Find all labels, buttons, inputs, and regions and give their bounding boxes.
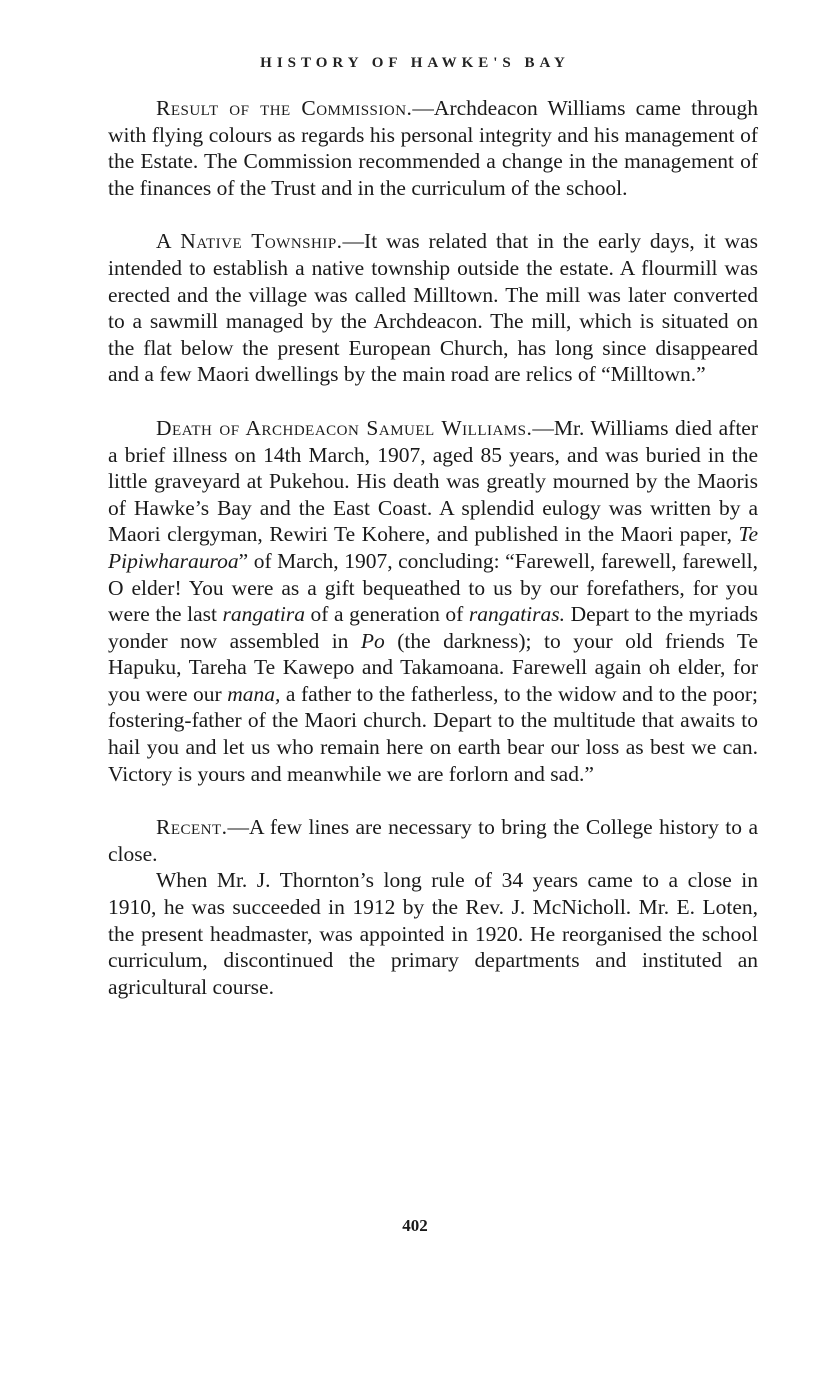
paragraph-text: —A few lines are necessary to bring the College history to a close. [108,815,758,866]
section-heading-death: Death of Archdeacon Samuel Williams. [156,415,533,440]
paragraph-text: —Archdeacon Williams came through with flying colours as regards his personal integrity and his management of the Estate. The Commission recommended a change in the management of the finances of the Trust and in the curriculum of the school. [108,96,758,200]
maori-word: rangatiras. [468,602,566,627]
paragraph-text: Depart to the myriads yonder now assembled in [108,602,758,653]
section-heading-recent: Recent. [156,815,228,840]
paragraph-text: of a generation of [304,602,469,627]
paragraph-text: —Mr. Williams died after a brief illness on 14th March, 1907, aged 85 years, and was buried in the little graveyard at Pukehou. His death was greatly mourned by the Maoris of Hawke’s Bay and the East Coast. A splendid eulogy was written by a Maori clergyman, Rewiri Te Kohere, and published in the Maori paper, [108,415,758,547]
paragraph-text: —It was related that in the early days, it was intended to establish a native township outside the estate. A flourmill was erected and the village was called Milltown. The mill was later converted to a sawmill managed by the Archdeacon. The mill, which is situated on the flat below the present European Church, has long since disappeared and a few Maori dwellings by the main road are relics of “Milltown.” [108,229,758,387]
paragraph-native-township [108,228,758,388]
newspaper-title: Te Pipiwharauroa [108,522,758,573]
paragraph-recent-continued: When Mr. J. Thornton’s long rule of 34 years came to a close in 1910, he was succeeded in 1912 by the Rev. J. McNicholl. Mr. E. Loten, the present headmaster, was appointed in 1920. He reorganised the school curriculum, discontinued the primary departments and instituted an agricultural course. [108,868,758,999]
paragraph-death-of-archdeacon [108,415,758,787]
body-text [108,95,758,1000]
maori-word: mana, [227,681,281,706]
maori-word: rangatira [222,602,305,627]
running-head: HISTORY OF HAWKE'S BAY [260,55,570,71]
paragraph-result-of-commission [108,95,758,201]
paragraph-recent [108,814,758,867]
maori-word: Po [360,628,385,653]
paragraph-text: a father to the fatherless, to the widow and to the poor; fostering-father of the Maori church. Depart to the multitude that awaits to hail you and let us who remain here on earth bear our loss as best we can. Victory is yours and meanwhile we are forlorn and sad.” [108,681,758,786]
section-heading-township: A Native Township. [156,229,343,254]
paragraph-text: (the darkness); to your old friends Te Hapuku, Tareha Te Kawepo and Takamoana. Farewell again oh elder, for you were our [108,628,758,706]
paragraph-text: ” of March, 1907, concluding: “Farewell, farewell, farewell, O elder! You were as a gift bequeathed to us by our forefathers, for you were the last [108,548,758,627]
section-heading-result: Result of the Commission. [156,96,413,120]
page-number: 402 [402,1216,428,1235]
